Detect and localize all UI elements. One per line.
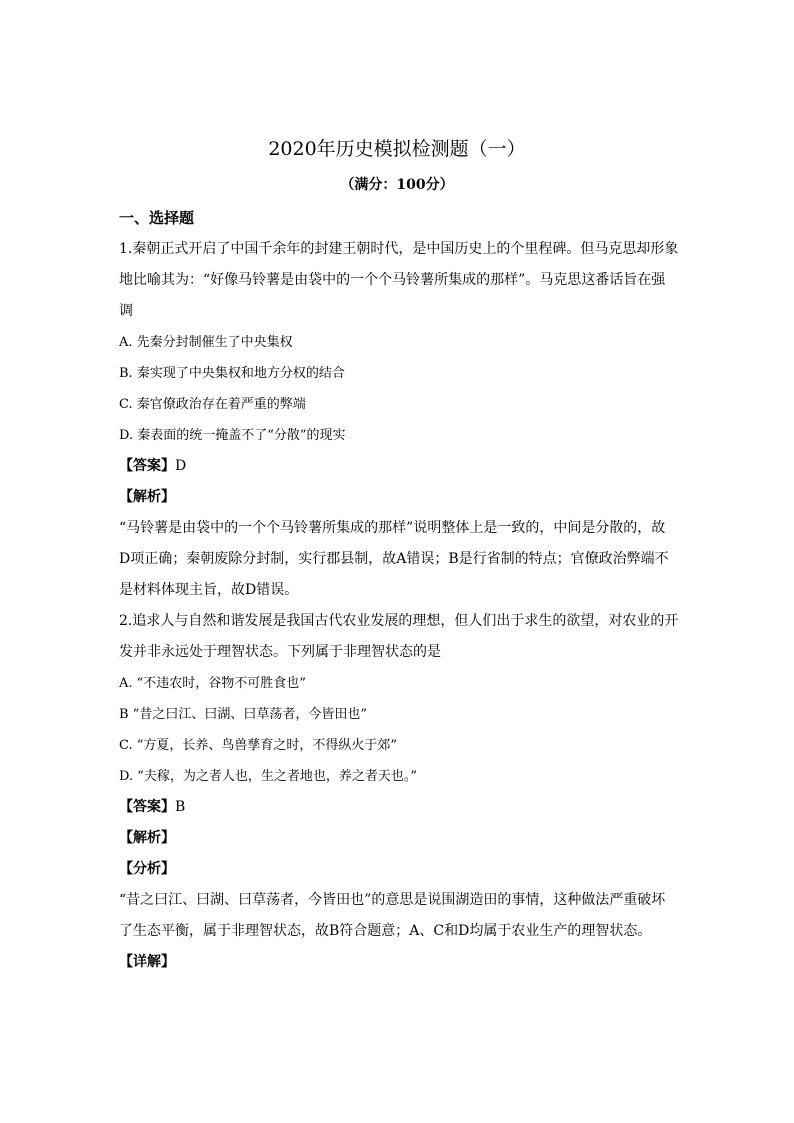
question-2-fenxi-label: 【分析】 <box>119 861 175 877</box>
question-1-answer <box>119 451 681 482</box>
question-1-option-d: D. 秦表面的统一掩盖不了“分散”的现实 <box>119 428 346 443</box>
answer-label: 【答案】 <box>119 799 175 815</box>
question-1-option-b: B. 秦实现了中央集权和地方分权的结合 <box>119 366 345 381</box>
question-2-answer <box>119 792 681 823</box>
question-1-analysis-line: 是材料体现主旨，故D错误。 <box>119 582 299 598</box>
question-2-detail-label: 【详解】 <box>119 954 175 970</box>
question-2-fenxi-line: “昔之曰江、曰湖、曰草荡者，今皆田也”的意思是说围湖造田的事情，这种做法严重破坏 <box>119 892 666 908</box>
document-body <box>119 203 681 978</box>
full-score-note: （满分：100分） <box>340 177 454 193</box>
answer-value: B <box>175 799 186 815</box>
question-1-analysis-line: “马铃薯是由袋中的一个个马铃薯所集成的那样”说明整体上是一致的，中间是分散的，故 <box>119 520 666 536</box>
question-2-analysis-label: 【解析】 <box>119 830 175 846</box>
question-2 <box>119 606 681 978</box>
question-2-option-d: D. “夫稼，为之者人也，生之者地也，养之者天也。” <box>119 769 418 784</box>
question-1-option-c: C. 秦官僚政治存在着严重的弊端 <box>119 397 306 412</box>
document-title: 2020年历史模拟检测题（一） <box>268 138 526 160</box>
question-1-analysis-label: 【解析】 <box>119 489 175 505</box>
question-2-option-a: A. “不违农时，谷物不可胜食也” <box>119 676 306 691</box>
question-1 <box>119 234 681 606</box>
question-1-stem-line: 1.秦朝正式开启了中国千余年的封建王朝时代，是中国历史上的个里程碑。但马克思却形象 <box>119 241 679 257</box>
question-2-stem-line: 2.追求人与自然和谐发展是我国古代农业发展的理想，但人们出于求生的欲望，对农业的开 <box>119 613 679 629</box>
section-heading: 一、选择题 <box>119 209 195 227</box>
question-1-analysis-line: D项正确；秦朝废除分封制，实行郡县制，故A错误；B是行省制的特点；官僚政治弊端不 <box>119 551 669 567</box>
question-2-fenxi-line: 了生态平衡，属于非理智状态，故B符合题意；A、C和D均属于农业生产的理智状态。 <box>119 923 652 939</box>
question-1-option-a: A. 先秦分封制催生了中央集权 <box>119 335 293 350</box>
question-1-stem-line: 地比喻其为：“好像马铃薯是由袋中的一个个马铃薯所集成的那样”。马克思这番话旨在强 <box>119 272 666 288</box>
question-2-option-b: B “昔之曰江、曰湖、曰草荡者，今皆田也” <box>119 707 367 722</box>
answer-value: D <box>175 458 187 474</box>
question-1-stem-line: 调 <box>119 303 133 319</box>
question-2-option-c: C. “方夏，长养、鸟兽孳育之时，不得纵火于郊” <box>119 738 398 753</box>
question-2-stem-line: 发并非永远处于理智状态。下列属于非理智状态的是 <box>119 644 441 660</box>
answer-label: 【答案】 <box>119 458 175 474</box>
